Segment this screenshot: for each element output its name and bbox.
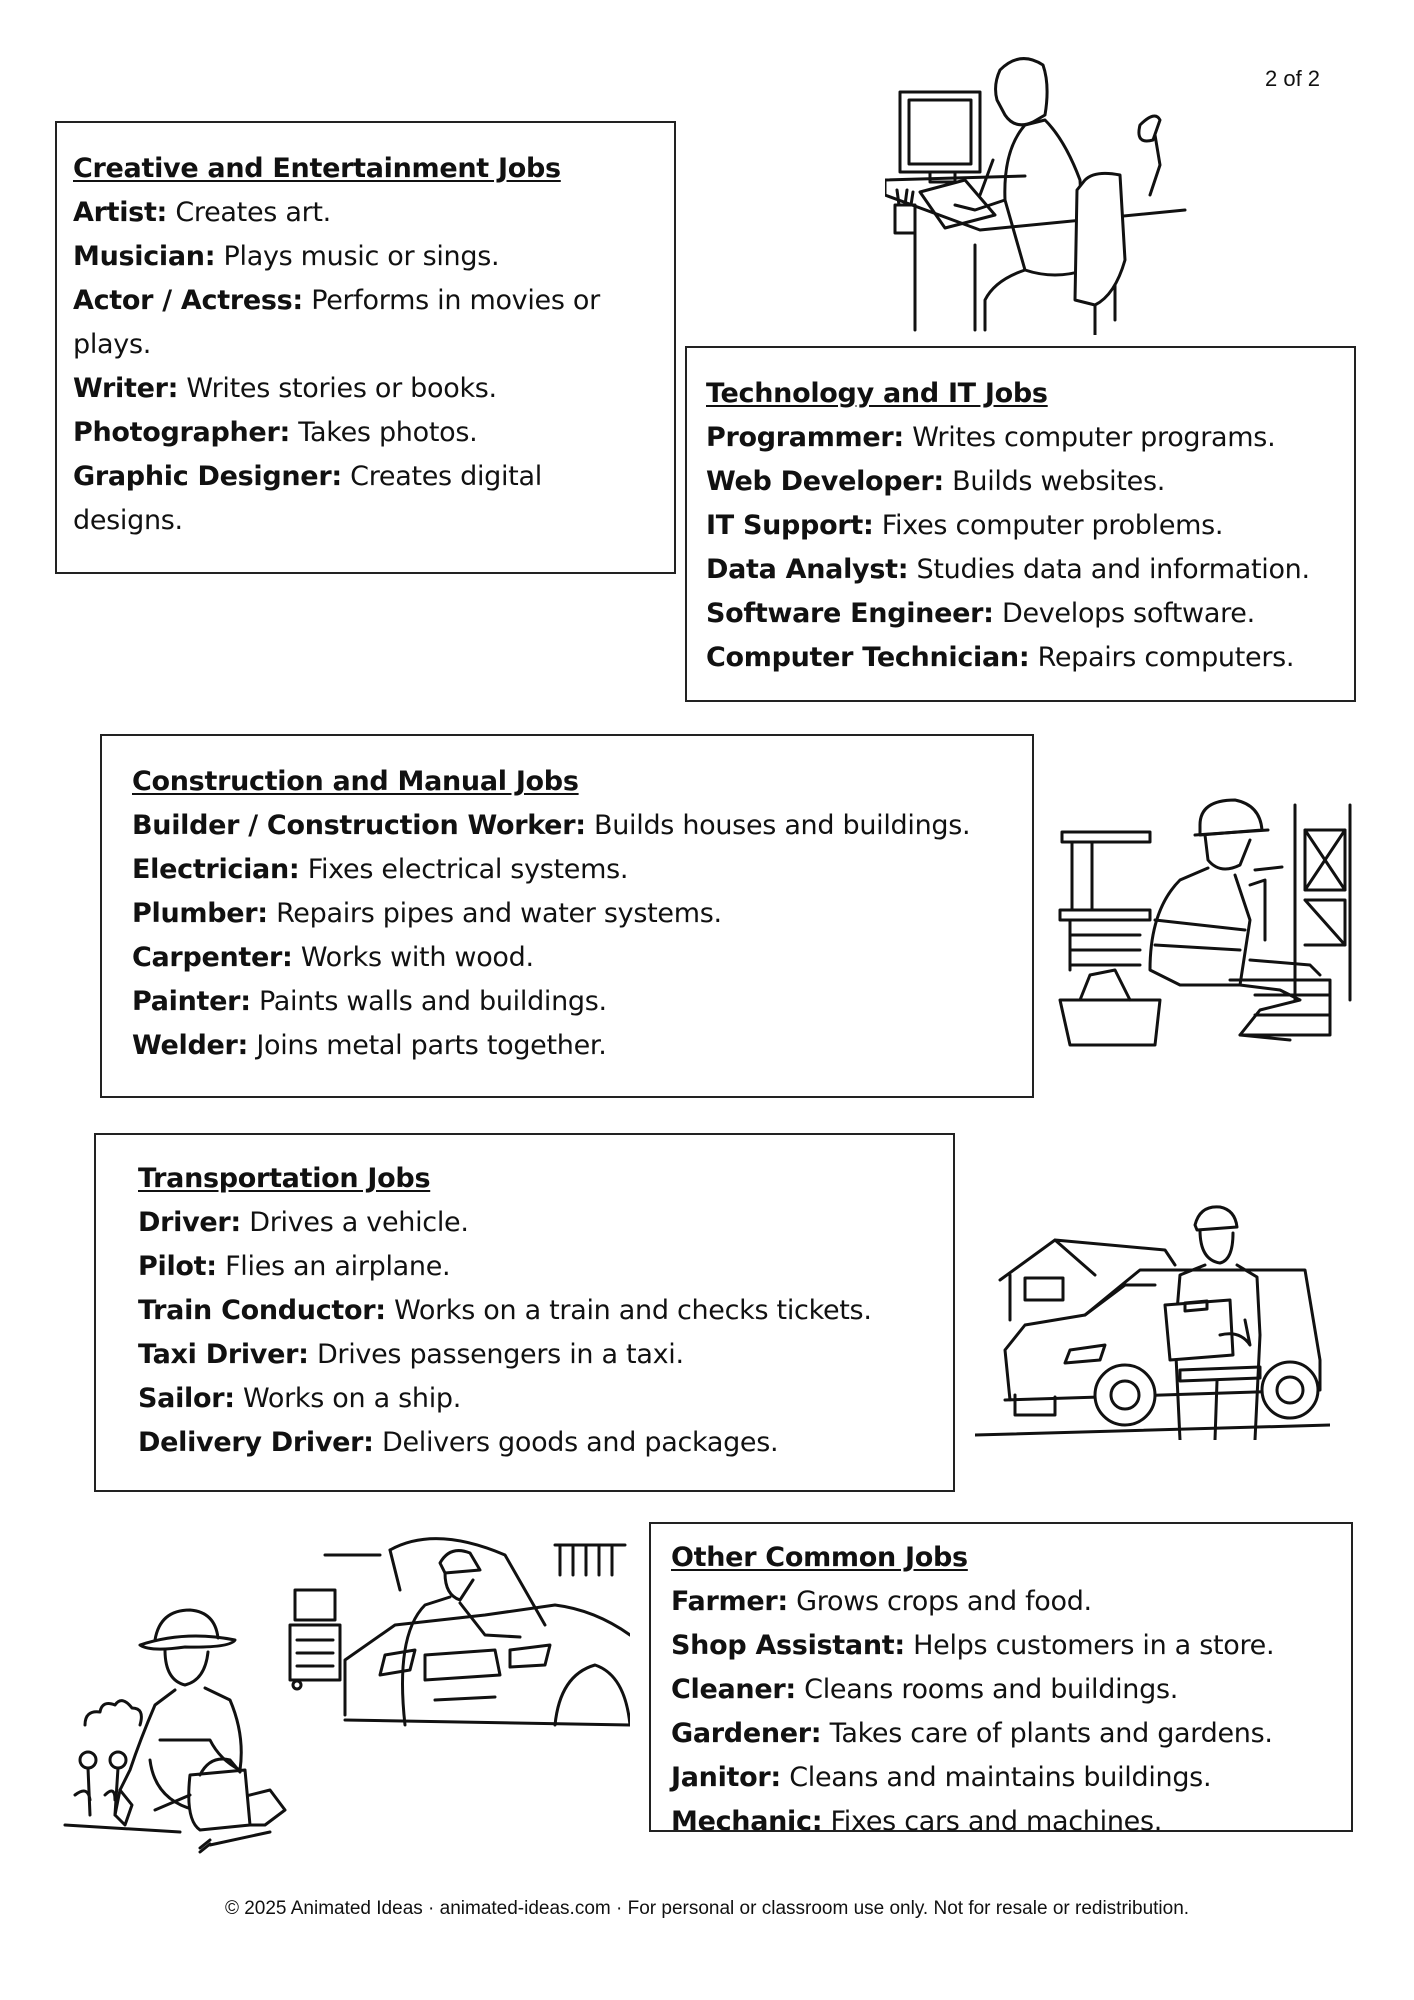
job-item xyxy=(706,548,1310,592)
job-item xyxy=(138,1201,872,1245)
job-item xyxy=(706,636,1310,680)
job-definition: Fixes cars and machines. xyxy=(830,1806,1162,1837)
section-construction-jobs xyxy=(100,734,1034,1098)
job-definition: Creates digital designs. xyxy=(73,461,542,536)
job-item xyxy=(671,1668,1274,1712)
mechanic-illustration xyxy=(285,1525,630,1740)
job-definition: Takes care of plants and gardens. xyxy=(829,1718,1273,1749)
gardener-illustration xyxy=(60,1600,320,1860)
job-term: Builder / Construction Worker: xyxy=(132,810,586,841)
job-item xyxy=(671,1756,1274,1800)
job-item xyxy=(671,1712,1274,1756)
construction-worker-illustration xyxy=(1050,770,1370,1065)
section-title: Creative and Entertainment Jobs xyxy=(73,153,561,184)
job-item xyxy=(706,460,1310,504)
job-term: Actor / Actress: xyxy=(73,285,303,316)
job-definition: Writes computer programs. xyxy=(912,422,1276,453)
job-item xyxy=(706,416,1310,460)
computer-worker-icon xyxy=(885,30,1205,335)
job-definition: Delivers goods and packages. xyxy=(381,1427,779,1458)
section-title: Construction and Manual Jobs xyxy=(132,766,579,797)
job-item xyxy=(671,1580,1274,1624)
job-term: Graphic Designer: xyxy=(73,461,342,492)
job-item xyxy=(671,1800,1274,1844)
job-term: Writer: xyxy=(73,373,179,404)
job-term: Photographer: xyxy=(73,417,290,448)
job-term: Sailor: xyxy=(138,1383,235,1414)
section-title: Transportation Jobs xyxy=(138,1163,431,1194)
delivery-driver-illustration xyxy=(975,1185,1330,1440)
job-item xyxy=(132,936,970,980)
job-definition: Fixes electrical systems. xyxy=(307,854,629,885)
job-term: Software Engineer: xyxy=(706,598,994,629)
job-item xyxy=(73,279,658,367)
job-term: Data Analyst: xyxy=(706,554,909,585)
construction-worker-icon xyxy=(1050,770,1370,1065)
job-term: Musician: xyxy=(73,241,216,272)
job-term: Train Conductor: xyxy=(138,1295,386,1326)
job-item xyxy=(132,892,970,936)
job-term: Carpenter: xyxy=(132,942,293,973)
job-item xyxy=(73,191,658,235)
job-item xyxy=(132,848,970,892)
job-definition: Fixes computer problems. xyxy=(881,510,1224,541)
section-creative-jobs xyxy=(55,121,676,574)
job-definition: Cleans and maintains buildings. xyxy=(789,1762,1212,1793)
job-definition: Paints walls and buildings. xyxy=(259,986,607,1017)
job-definition: Plays music or sings. xyxy=(223,241,500,272)
job-definition: Drives passengers in a taxi. xyxy=(316,1339,684,1370)
job-definition: Writes stories or books. xyxy=(186,373,497,404)
section-transportation-jobs xyxy=(94,1133,955,1492)
job-definition: Creates art. xyxy=(175,197,331,228)
job-definition: Works on a ship. xyxy=(243,1383,462,1414)
job-term: Electrician: xyxy=(132,854,300,885)
job-term: Painter: xyxy=(132,986,251,1017)
job-item xyxy=(706,504,1310,548)
job-item xyxy=(132,804,970,848)
job-item xyxy=(138,1377,872,1421)
job-term: Shop Assistant: xyxy=(671,1630,905,1661)
job-definition: Works with wood. xyxy=(300,942,534,973)
job-item xyxy=(138,1289,872,1333)
copyright-footer: © 2025 Animated Ideas · animated-ideas.com · For personal or classroom use only. Not for resale or redistribution. xyxy=(224,1898,1190,1919)
job-term: Janitor: xyxy=(671,1762,781,1793)
job-definition: Takes photos. xyxy=(298,417,478,448)
job-item xyxy=(138,1421,872,1465)
job-term: Artist: xyxy=(73,197,168,228)
job-definition: Works on a train and checks tickets. xyxy=(394,1295,872,1326)
job-definition: Repairs computers. xyxy=(1037,642,1295,673)
job-term: Delivery Driver: xyxy=(138,1427,374,1458)
job-item xyxy=(132,1024,970,1068)
job-term: Farmer: xyxy=(671,1586,788,1617)
section-technology-jobs xyxy=(685,346,1356,702)
section-title: Technology and IT Jobs xyxy=(706,378,1048,409)
job-term: Welder: xyxy=(132,1030,249,1061)
job-term: Taxi Driver: xyxy=(138,1339,309,1370)
job-term: Mechanic: xyxy=(671,1806,823,1837)
job-definition: Drives a vehicle. xyxy=(249,1207,469,1238)
job-item xyxy=(73,455,658,543)
job-item xyxy=(73,411,658,455)
job-term: Pilot: xyxy=(138,1251,217,1282)
job-item xyxy=(138,1245,872,1289)
job-item xyxy=(138,1333,872,1377)
job-item xyxy=(132,980,970,1024)
job-term: Cleaner: xyxy=(671,1674,796,1705)
mechanic-icon xyxy=(285,1525,630,1740)
job-definition: Flies an airplane. xyxy=(225,1251,451,1282)
job-term: Plumber: xyxy=(132,898,268,929)
job-definition: Joins metal parts together. xyxy=(256,1030,607,1061)
job-term: Computer Technician: xyxy=(706,642,1030,673)
job-term: Programmer: xyxy=(706,422,904,453)
delivery-driver-icon xyxy=(975,1185,1330,1440)
job-definition: Helps customers in a store. xyxy=(913,1630,1275,1661)
job-definition: Builds houses and buildings. xyxy=(594,810,971,841)
job-item xyxy=(706,592,1310,636)
job-item xyxy=(73,235,658,279)
job-definition: Repairs pipes and water systems. xyxy=(276,898,722,929)
job-term: Gardener: xyxy=(671,1718,822,1749)
job-definition: Develops software. xyxy=(1001,598,1255,629)
computer-worker-illustration xyxy=(885,30,1205,335)
page-indicator: 2 of 2 xyxy=(1265,66,1321,91)
job-item xyxy=(671,1624,1274,1668)
job-term: Web Developer: xyxy=(706,466,944,497)
job-term: Driver: xyxy=(138,1207,241,1238)
gardener-icon xyxy=(60,1600,320,1860)
job-definition: Builds websites. xyxy=(952,466,1166,497)
job-definition: Studies data and information. xyxy=(916,554,1310,585)
job-definition: Grows crops and food. xyxy=(796,1586,1092,1617)
job-definition: Cleans rooms and buildings. xyxy=(804,1674,1178,1705)
job-item xyxy=(73,367,658,411)
job-definition: Performs in movies or plays. xyxy=(73,285,600,360)
job-term: IT Support: xyxy=(706,510,874,541)
section-title: Other Common Jobs xyxy=(671,1542,968,1573)
section-other-jobs xyxy=(649,1522,1353,1837)
